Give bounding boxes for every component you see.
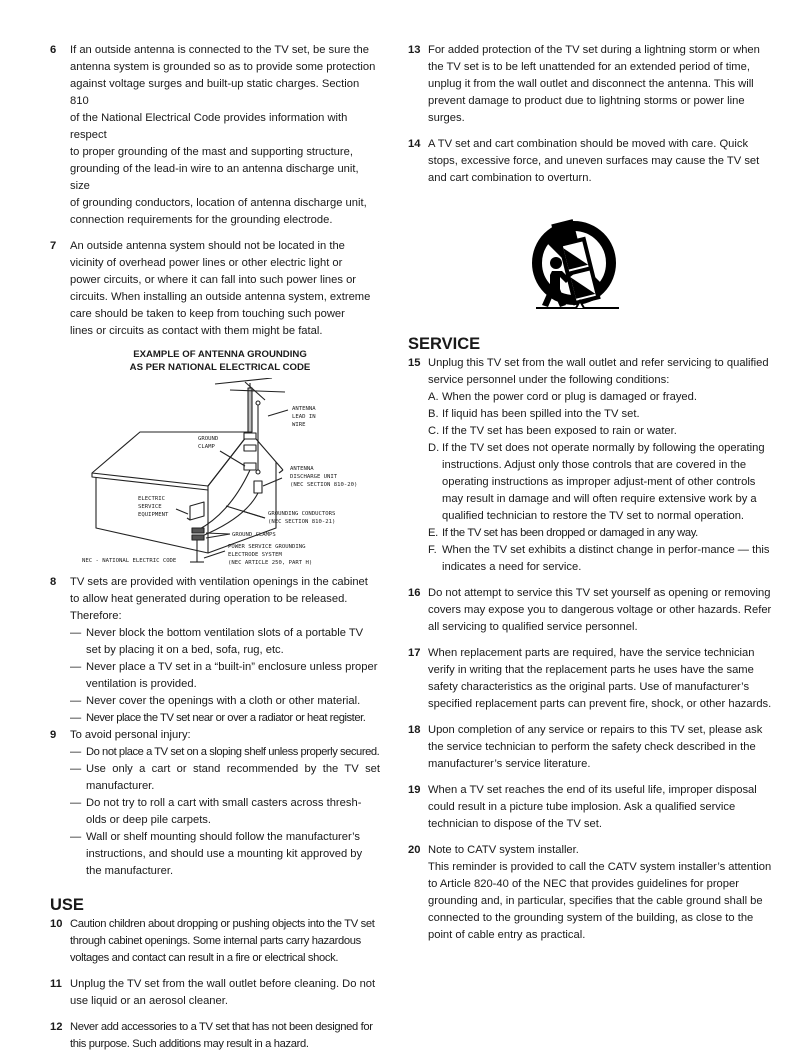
item-text: An outside antenna system should not be located in the vicinity of overhead power lines or other electric light or power circuits, or where it can fall into such power lines or circuits. When installing an outside antenna system, extreme care should be taken to keep from touching such power lines or circuits as contact with them might be fatal. (70, 240, 371, 337)
condition-d: D. If the TV set does not operate normally by following the operating instructions. Adjust only those controls that are covered in the operating instructions as improper adjust-ment of other controls may result in damage and will often require extensive work by a qualified technician to restore the TV set to normal operation. (428, 442, 765, 522)
item-text: Do not attempt to service this TV set yourself as opening or removing covers may expose you to dangerous voltage or other hazards. Refer all servicing to qualified service personnel. (428, 587, 772, 633)
item-number: 15 (408, 357, 421, 369)
item-text: A TV set and cart combination should be moved with care. Quick stops, excessive force, and uneven surfaces may cause the TV set and cart combination to overturn. (428, 138, 760, 184)
item-number: 13 (408, 44, 421, 56)
item-number: 9 (50, 729, 57, 741)
safety-item-10 (50, 916, 380, 967)
svg-text:DISCHARGE UNIT: DISCHARGE UNIT (290, 474, 338, 480)
safety-item-12 (50, 1019, 380, 1053)
item-number: 7 (50, 240, 57, 252)
safety-item-11 (50, 976, 380, 1010)
item-text: This reminder is provided to call the CATV system installer’s attention to Article 820-40 of the NEC that provides guidelines for proper grounding and, in particular, specifies that the cable ground shall be connected to the grounding system of the building, as close to the point of cable entry as practical. (428, 861, 772, 941)
sub-item: — Never cover the openings with a cloth or other material. (70, 695, 361, 707)
svg-text:ELECTRIC: ELECTRIC (138, 496, 165, 502)
left-column (50, 42, 380, 1062)
svg-text:(NEC SECTION 810-21): (NEC SECTION 810-21) (268, 519, 336, 525)
safety-item-17 (408, 645, 778, 713)
item-text: When a TV set reaches the end of its useful life, improper disposal could result in a picture tube implosion. Ask a qualified service technician to dispose of the TV set. (428, 784, 757, 830)
safety-item-16 (408, 585, 778, 636)
safety-item-9 (50, 727, 380, 880)
safety-item-15 (408, 355, 778, 576)
item-text: When replacement parts are required, have the service technician verify in writing that the replacement parts he uses have the same safety characteristics as the original parts. Use of manufacturer’s specified replacement parts can prevent fire, shock, or other hazards. (428, 647, 772, 710)
svg-text:CLAMP: CLAMP (198, 444, 215, 450)
item-number: 10 (50, 918, 63, 930)
safety-item-8 (50, 574, 380, 727)
svg-text:SERVICE: SERVICE (138, 504, 162, 510)
safety-item-13 (408, 42, 778, 127)
svg-text:ANTENNA: ANTENNA (290, 466, 314, 472)
condition-c: C. If the TV set has been exposed to rain or water. (428, 425, 677, 437)
safety-item-14 (408, 136, 778, 187)
svg-text:GROUND: GROUND (198, 436, 219, 442)
item-text: TV sets are provided with ventilation openings in the cabinet to allow heat generated during operation to be released. Therefore: (70, 576, 368, 622)
svg-text:GROUNDING CONDUCTORS: GROUNDING CONDUCTORS (268, 511, 336, 517)
svg-text:POWER SERVICE GROUNDING: POWER SERVICE GROUNDING (228, 544, 306, 550)
item-number: 11 (50, 978, 62, 990)
safety-item-19 (408, 782, 778, 833)
condition-e: E. If the TV set has been dropped or damaged in any way. (428, 527, 698, 539)
item-text: To avoid personal injury: (70, 729, 191, 741)
item-text: Never add accessories to a TV set that has not been designed for this purpose. Such additions may result in a hazard. (70, 1021, 373, 1050)
sub-item: — Wall or shelf mounting should follow the manufacturer’s instructions, and should use a mounting kit approved by the manufacturer. (70, 831, 363, 877)
svg-text:ANTENNA: ANTENNA (292, 406, 316, 412)
item-text: Unplug this TV set from the wall outlet and refer servicing to qualified service personnel under the following conditions: (428, 357, 769, 386)
item-text: Upon completion of any service or repairs to this TV set, please ask the service technician to perform the safety check described in the manufacturer’s service literature. (428, 724, 763, 770)
item-text: Unplug the TV set from the wall outlet before cleaning. Do not use liquid or an aerosol cleaner. (70, 978, 376, 1007)
svg-text:WIRE: WIRE (292, 422, 306, 428)
item-lead: Note to CATV system installer. (428, 844, 579, 856)
house-antenna-diagram-icon (80, 378, 380, 572)
item-text: If an outside antenna is connected to the TV set, be sure the antenna system is grounded so as to provide some protection against voltage surges and built-up static charges. Section 810 of the National Electrical Code provides information with respect to proper grounding of the mast and supporting structure, grounding of the lead-in wire to an antenna discharge unit, size of grounding conductors, location of antenna discharge unit, connection requirements for the grounding electrode. (70, 44, 376, 226)
safety-item-6 (50, 42, 380, 229)
item-text: Caution children about dropping or pushing objects into the TV set through cabinet openings. Some internal parts carry hazardous voltages and contact can result in a fire or electrical shock. (70, 918, 375, 964)
item-number: 17 (408, 647, 421, 659)
svg-text:(NEC ARTICLE 250, PART H): (NEC ARTICLE 250, PART H) (228, 560, 313, 566)
sub-item: — Never block the bottom ventilation slots of a portable TV set by placing it on a bed, sofa, rug, etc. (70, 627, 364, 656)
svg-text:EQUIPMENT: EQUIPMENT (138, 512, 169, 518)
sub-item: — Use only a cart or stand recommended by the TV set manufacturer. (70, 763, 380, 792)
svg-text:NEC - NATIONAL ELECTRIC CODE: NEC - NATIONAL ELECTRIC CODE (82, 558, 177, 564)
item-number: 18 (408, 724, 421, 736)
cart-tip-over-warning-icon (504, 213, 644, 323)
antenna-grounding-diagram (80, 378, 380, 572)
figure-title: EXAMPLE OF ANTENNA GROUNDING AS PER NATIONAL ELECTRICAL CODE (129, 349, 311, 373)
item-number: 20 (408, 844, 421, 856)
condition-a: A. When the power cord or plug is damaged or frayed. (428, 391, 697, 403)
item-text: For added protection of the TV set during a lightning storm or when the TV set is to be left unattended for an extended period of time, unplug it from the wall outlet and disconnect the antenna. This will prevent damage to product due to lightning storms or power line surges. (428, 44, 760, 124)
section-heading-use: USE (50, 896, 84, 914)
svg-text:LEAD IN: LEAD IN (292, 414, 316, 420)
sub-item: — Do not place a TV set on a sloping shelf unless properly secured. (70, 746, 380, 758)
safety-item-7 (50, 238, 380, 340)
sub-item: — Never place a TV set in a “built-in” enclosure unless proper ventilation is provided. (70, 661, 378, 690)
item-number: 16 (408, 587, 421, 599)
right-column (408, 42, 778, 953)
section-heading-service: SERVICE (408, 335, 481, 353)
sub-item: — Do not try to roll a cart with small casters across thresh-olds or deep pile carpets. (70, 797, 362, 826)
item-number: 14 (408, 138, 421, 150)
safety-item-20 (408, 842, 778, 944)
svg-text:(NEC SECTION 810-20): (NEC SECTION 810-20) (290, 482, 358, 488)
item-number: 8 (50, 576, 57, 588)
svg-text:ELECTRODE SYSTEM: ELECTRODE SYSTEM (228, 552, 282, 558)
item-number: 12 (50, 1021, 63, 1033)
condition-f: F. When the TV set exhibits a distinct change in perfor-mance — this indicates a need for service. (428, 544, 770, 573)
sub-item: — Never place the TV set near or over a radiator or heat register. (70, 712, 366, 724)
item-number: 6 (50, 44, 57, 56)
item-number: 19 (408, 784, 421, 796)
svg-text:GROUND CLAMPS: GROUND CLAMPS (232, 532, 276, 538)
safety-item-18 (408, 722, 778, 773)
condition-b: B. If liquid has been spilled into the TV set. (428, 408, 640, 420)
